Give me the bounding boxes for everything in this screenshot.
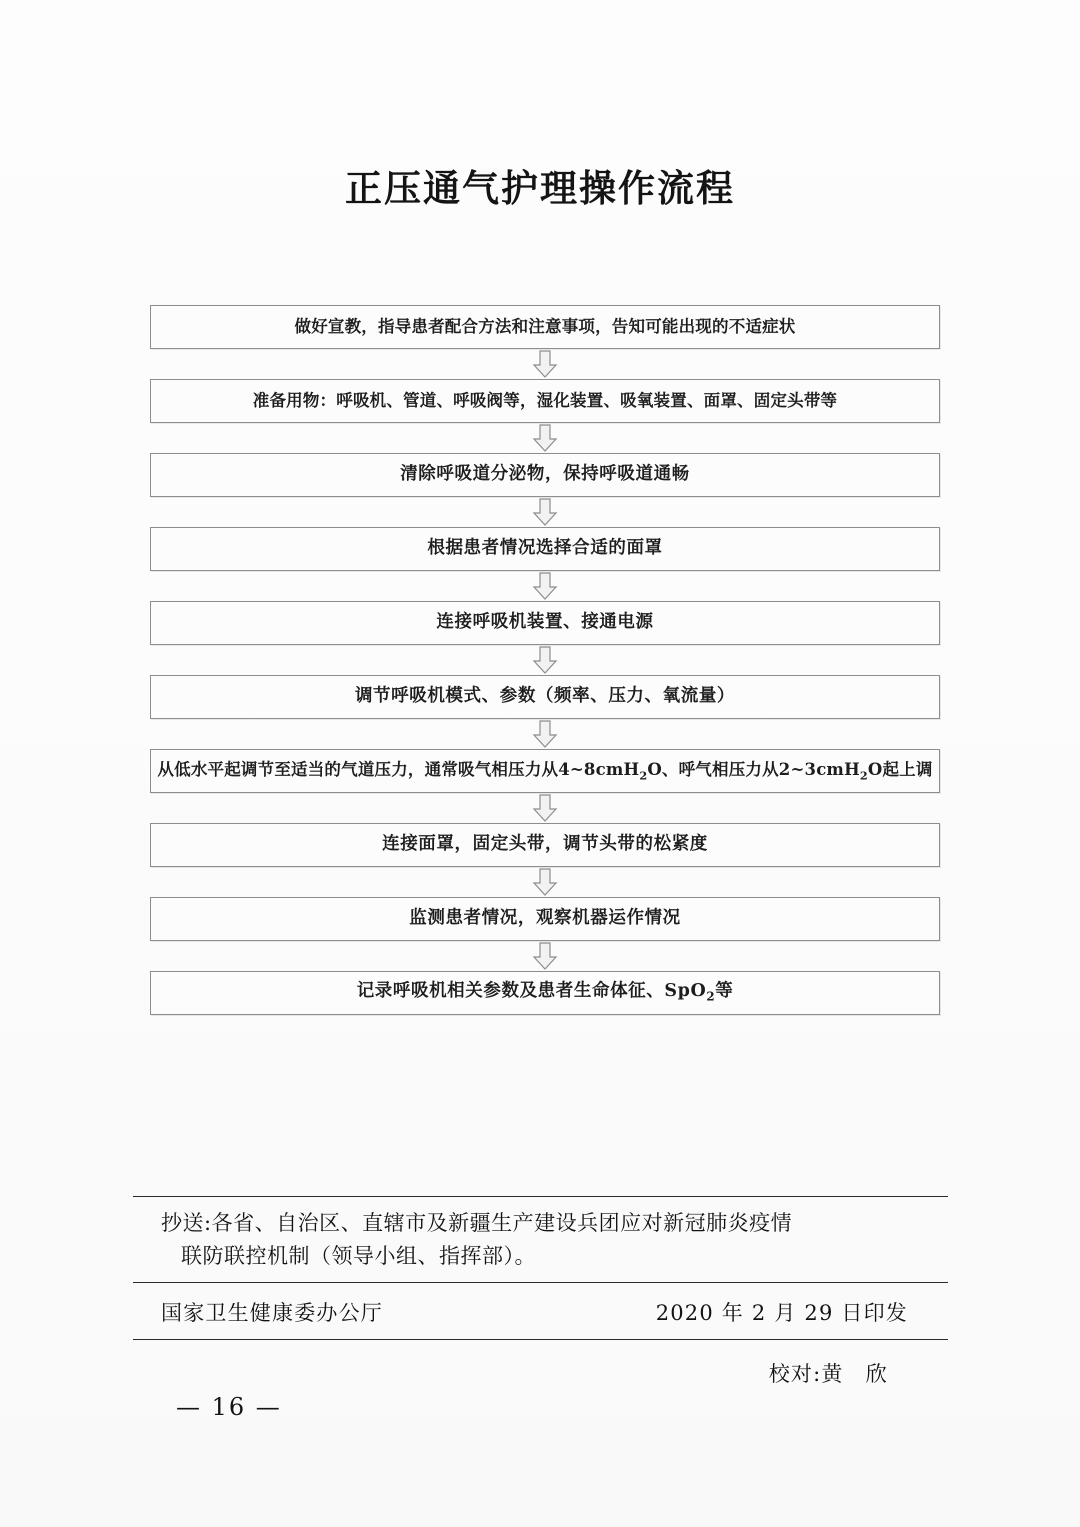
flow-step-label: 从低水平起调节至适当的气道压力，通常吸气相压力从4~8cmH$_2$O、呼气相压力从2~3cmH$_2$O起上调 bbox=[157, 759, 933, 783]
flow-arrow bbox=[150, 423, 940, 453]
flow-arrow bbox=[150, 645, 940, 675]
issuer-row bbox=[133, 1283, 948, 1339]
proofreader: 校对:黄 欣 bbox=[768, 1362, 888, 1387]
flow-step-label: 调节呼吸机模式、参数（频率、压力、氧流量） bbox=[354, 686, 736, 707]
flow-step-box bbox=[150, 675, 940, 719]
flow-step bbox=[150, 897, 940, 941]
arrow-down-icon bbox=[532, 942, 558, 970]
flowchart bbox=[150, 305, 940, 1015]
flow-step-label: 根据患者情况选择合适的面罩 bbox=[427, 538, 663, 559]
flow-step bbox=[150, 675, 940, 719]
issuer-label: 国家卫生健康委办公厅 bbox=[161, 1301, 383, 1326]
flow-step bbox=[150, 749, 940, 793]
flow-step bbox=[150, 971, 940, 1015]
arrow-down-icon bbox=[532, 572, 558, 600]
flow-step-box bbox=[150, 971, 940, 1015]
flow-step bbox=[150, 379, 940, 423]
flow-step-box bbox=[150, 897, 940, 941]
flow-step-label: 监测患者情况，观察机器运作情况 bbox=[409, 908, 681, 929]
issue-date: 2020 年 2 月 29 日印发 bbox=[655, 1301, 908, 1326]
flow-step-label: 连接面罩，固定头带，调节头带的松紧度 bbox=[382, 834, 708, 855]
flow-step-label: 连接呼吸机装置、接通电源 bbox=[436, 612, 654, 633]
flow-arrow bbox=[150, 719, 940, 749]
flow-step-label: 清除呼吸道分泌物，保持呼吸道通畅 bbox=[400, 464, 690, 485]
arrow-down-icon bbox=[532, 498, 558, 526]
flow-step-label: 记录呼吸机相关参数及患者生命体征、SpO$_2$等 bbox=[356, 981, 734, 1004]
flow-step-box bbox=[150, 823, 940, 867]
flow-step-box bbox=[150, 601, 940, 645]
flow-step bbox=[150, 453, 940, 497]
footer-block bbox=[133, 1196, 948, 1388]
cc-text bbox=[133, 1197, 948, 1282]
arrow-down-icon bbox=[532, 794, 558, 822]
flow-arrow bbox=[150, 497, 940, 527]
flow-step-box bbox=[150, 527, 940, 571]
flow-step bbox=[150, 823, 940, 867]
flow-step-label: 做好宣教，指导患者配合方法和注意事项，告知可能出现的不适症状 bbox=[294, 316, 796, 336]
flow-arrow bbox=[150, 571, 940, 601]
arrow-down-icon bbox=[532, 646, 558, 674]
flow-arrow bbox=[150, 793, 940, 823]
flow-step bbox=[150, 527, 940, 571]
cc-line-1: 抄送:各省、自治区、直辖市及新疆生产建设兵团应对新冠肺炎疫情 bbox=[161, 1211, 793, 1235]
arrow-down-icon bbox=[532, 720, 558, 748]
flow-step-box bbox=[150, 379, 940, 423]
flow-arrow bbox=[150, 941, 940, 971]
flow-arrow bbox=[150, 867, 940, 897]
flow-step-box bbox=[150, 453, 940, 497]
flow-step-box bbox=[150, 305, 940, 349]
arrow-down-icon bbox=[532, 350, 558, 378]
flow-step-box bbox=[150, 749, 940, 793]
flow-step bbox=[150, 601, 940, 645]
flow-step bbox=[150, 305, 940, 349]
cc-line-2: 联防联控机制（领导小组、指挥部）。 bbox=[181, 1243, 536, 1268]
flow-step-label: 准备用物：呼吸机、管道、呼吸阀等，湿化装置、吸氧装置、面罩、固定头带等 bbox=[252, 390, 838, 410]
page-number: — 16 — bbox=[176, 1393, 282, 1421]
flow-arrow bbox=[150, 349, 940, 379]
arrow-down-icon bbox=[532, 868, 558, 896]
page-title: 正压通气护理操作流程 bbox=[345, 166, 735, 210]
arrow-down-icon bbox=[532, 424, 558, 452]
